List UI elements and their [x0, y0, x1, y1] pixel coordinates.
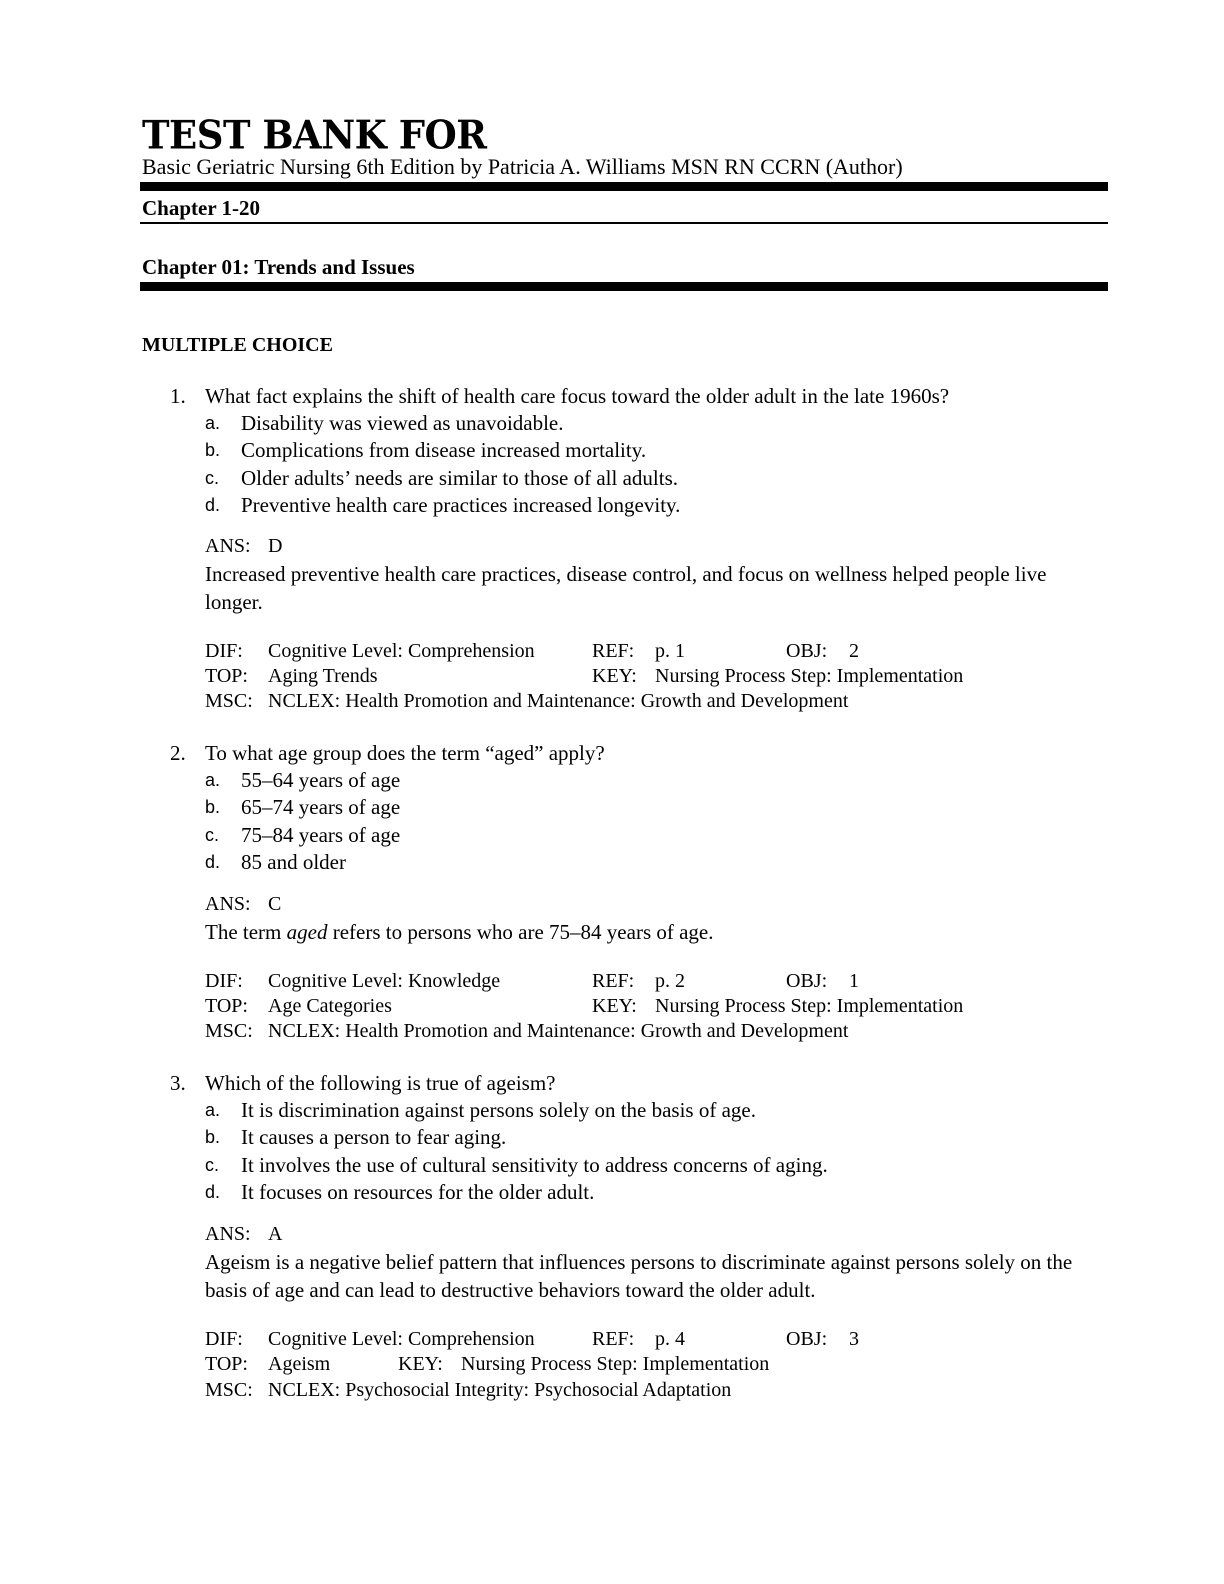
- option-text: 55–64 years of age: [241, 768, 401, 792]
- option-letter: d.: [205, 495, 221, 515]
- question-number: 2.: [170, 741, 186, 765]
- key-label: KEY:: [592, 665, 637, 687]
- msc-label: MSC:: [205, 690, 253, 712]
- section-heading: MULTIPLE CHOICE: [142, 334, 333, 356]
- option-letter: a.: [205, 1100, 221, 1120]
- answer-rationale: Ageism is a negative belief pattern that influences persons to discriminate against persons solely on the basis of age and can lead to destructive behaviors toward the older adult.: [205, 1250, 1073, 1302]
- option-text: Complications from disease increased mortality.: [241, 438, 647, 462]
- option-text: It is discrimination against persons solely on the basis of age.: [241, 1098, 756, 1122]
- ref-label: REF:: [592, 640, 635, 662]
- question-number: 1.: [170, 384, 186, 408]
- dif-value: Cognitive Level: Knowledge: [268, 970, 501, 992]
- rationale-text: The term: [205, 920, 287, 944]
- option-letter: b.: [205, 1127, 221, 1147]
- top-label: TOP:: [205, 1353, 248, 1375]
- rationale-text: refers to persons who are 75–84 years of age.: [327, 920, 714, 944]
- chapter-title: Chapter 01: Trends and Issues: [142, 255, 415, 279]
- thick-divider: [140, 282, 1108, 291]
- obj-label: OBJ:: [786, 1328, 828, 1350]
- key-value: Nursing Process Step: Implementation: [655, 665, 964, 687]
- ref-value: p. 1: [655, 640, 685, 662]
- answer-label: ANS:: [205, 893, 251, 915]
- option-text: It causes a person to fear aging.: [241, 1125, 507, 1149]
- dif-value: Cognitive Level: Comprehension: [268, 640, 535, 662]
- option-letter: a.: [205, 770, 221, 790]
- top-value: Age Categories: [268, 995, 392, 1017]
- ref-value: p. 2: [655, 970, 685, 992]
- msc-label: MSC:: [205, 1020, 253, 1042]
- document-title: TEST BANK FOR: [142, 111, 487, 159]
- thick-divider: [140, 182, 1108, 191]
- msc-value: NCLEX: Health Promotion and Maintenance: Growth and Development: [268, 690, 849, 712]
- option-letter: c.: [205, 468, 220, 488]
- msc-value: NCLEX: Health Promotion and Maintenance: Growth and Development: [268, 1020, 849, 1042]
- option-letter: d.: [205, 1182, 221, 1202]
- top-label: TOP:: [205, 665, 248, 687]
- answer-rationale: Increased preventive health care practices, disease control, and focus on wellness helped people live longer.: [205, 562, 1047, 614]
- ref-value: p. 4: [655, 1328, 685, 1350]
- msc-label: MSC:: [205, 1379, 253, 1401]
- option-letter: b.: [205, 797, 221, 817]
- dif-label: DIF:: [205, 640, 243, 662]
- document-subtitle: Basic Geriatric Nursing 6th Edition by Patricia A. Williams MSN RN CCRN (Author): [142, 154, 903, 179]
- thin-divider: [140, 222, 1108, 224]
- option-text: It involves the use of cultural sensitivity to address concerns of aging.: [241, 1153, 828, 1177]
- top-label: TOP:: [205, 995, 248, 1017]
- dif-value: Cognitive Level: Comprehension: [268, 1328, 535, 1350]
- answer-value: C: [268, 893, 282, 915]
- option-text: Preventive health care practices increased longevity.: [241, 493, 681, 517]
- option-text: 85 and older: [241, 850, 346, 874]
- answer-value: A: [268, 1223, 283, 1245]
- top-value: Aging Trends: [268, 665, 378, 687]
- dif-label: DIF:: [205, 970, 243, 992]
- obj-value: 3: [849, 1328, 859, 1350]
- ref-label: REF:: [592, 970, 635, 992]
- ref-label: REF:: [592, 1328, 635, 1350]
- option-letter: a.: [205, 413, 221, 433]
- answer-label: ANS:: [205, 535, 251, 557]
- rationale-emphasis: aged: [286, 920, 328, 944]
- key-value: Nursing Process Step: Implementation: [461, 1353, 770, 1375]
- top-value: Ageism: [268, 1353, 331, 1375]
- option-letter: c.: [205, 1155, 220, 1175]
- option-text: It focuses on resources for the older adult.: [241, 1180, 595, 1204]
- option-letter: c.: [205, 825, 220, 845]
- key-label: KEY:: [398, 1353, 443, 1375]
- question-number: 3.: [170, 1071, 186, 1095]
- obj-value: 1: [849, 970, 859, 992]
- msc-value: NCLEX: Psychosocial Integrity: Psychosocial Adaptation: [268, 1379, 732, 1401]
- chapter-range: Chapter 1-20: [142, 196, 261, 220]
- answer-rationale: [205, 918, 1085, 946]
- option-text: Disability was viewed as unavoidable.: [241, 411, 564, 435]
- question-stem: What fact explains the shift of health care focus toward the older adult in the late 1960s?: [205, 384, 950, 408]
- option-letter: d.: [205, 852, 221, 872]
- dif-label: DIF:: [205, 1328, 243, 1350]
- key-value: Nursing Process Step: Implementation: [655, 995, 964, 1017]
- option-text: 65–74 years of age: [241, 795, 401, 819]
- obj-value: 2: [849, 640, 859, 662]
- obj-label: OBJ:: [786, 970, 828, 992]
- answer-label: ANS:: [205, 1223, 251, 1245]
- option-text: 75–84 years of age: [241, 823, 401, 847]
- option-text: Older adults’ needs are similar to those of all adults.: [241, 466, 678, 490]
- key-label: KEY:: [592, 995, 637, 1017]
- question-stem: To what age group does the term “aged” apply?: [205, 741, 605, 765]
- answer-value: D: [268, 535, 283, 557]
- obj-label: OBJ:: [786, 640, 828, 662]
- question-stem: Which of the following is true of ageism?: [205, 1071, 556, 1095]
- option-letter: b.: [205, 440, 221, 460]
